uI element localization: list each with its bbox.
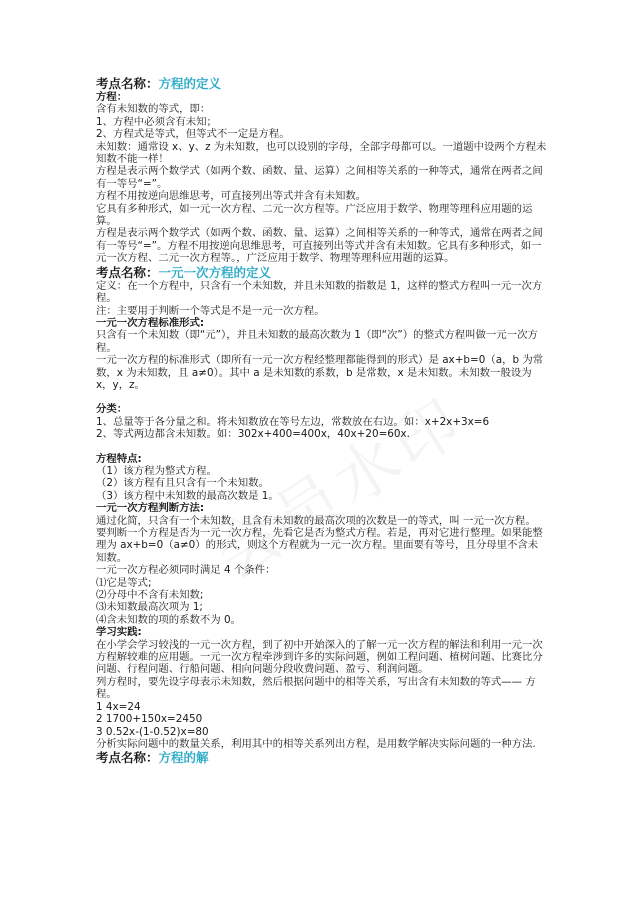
- condition-item: ⑴它是等式;: [96, 576, 152, 589]
- category-line: 1、总量等于各分量之和。将未知数放在等号左边，常数放在右边。如：x+2x+3x=6: [96, 415, 490, 428]
- judge-line: 通过化简，只含有一个未知数，且含有未知数的最高次项的次数是一的等式，叫 一元一次方程。: [96, 514, 536, 527]
- heading-key: 考点名称：: [96, 264, 159, 280]
- subheading-practice: 学习实践:: [96, 626, 142, 639]
- practice-line: 在小学会学习较浅的一元一次方程，到了初中开始深入的了解一元一次方程的解法和利用一元一次方程解较难的应用题。一元一次方程牵涉到许多的实际问题，例如工程问题、植树问题、比赛比分问题、行程问题、行船问题、相向问题分段收费问题、盈亏、利润问题。: [96, 638, 543, 676]
- section-heading-definition: [96, 76, 548, 91]
- condition-item: ⑶未知数最高次项为 1;: [96, 601, 203, 614]
- practice-line: 1 4x=24: [96, 700, 141, 713]
- definition-line: 含有未知数的等式，即：: [96, 103, 211, 116]
- standard-line: 只含有一个未知数（即“元”），并且未知数的最高次数为 1（即“次”）的整式方程叫做一元一次方程。: [96, 329, 538, 354]
- subheading-category: 分类：: [96, 403, 128, 416]
- feature-item: （1）该方程为整式方程。: [96, 464, 217, 477]
- heading-key: 考点名称：: [96, 750, 159, 766]
- feature-item: （2）该方程有且只含有一个未知数。: [96, 477, 269, 490]
- document-page: [96, 76, 548, 765]
- definition-line: 方程是表示两个数学式（如两个数、函数、量、运算）之间相等关系的一种等式，通常在两者之间有一等号“=”。: [96, 165, 543, 190]
- linear-definition: 定义：在一个方程中，只含有一个未知数，并且未知数的指数是 1，这样的整式方程叫一元一次方程。: [96, 279, 543, 305]
- practice-line: 分析实际问题中的数量关系，利用其中的相等关系列出方程，是用数学解决实际问题的一种方法.: [96, 737, 536, 750]
- judge-line: 要判断一个方程是否为一元一次方程，先看它是否为整式方程。若是，再对它进行整理。如果能整理为 ax+b=0（a≠0）的形式，则这个方程就为一元一次方程。里面要有等号，且分母里不含未知数。: [96, 527, 543, 564]
- section-heading-linear: [96, 265, 548, 280]
- definition-line: 它具有多种形式，如一元一次方程、二元一次方程等。广泛应用于数学、物理等理科应用题的运算。: [96, 202, 533, 228]
- heading-name: 一元一次方程的定义: [158, 264, 272, 280]
- practice-line: 3 0.52x-(1-0.52)x=80: [96, 725, 209, 738]
- heading-name: 方程的定义: [158, 76, 222, 91]
- definition-line: 2、方程式是等式，但等式不一定是方程。: [96, 128, 290, 141]
- practice-line: 2 1700+150x=2450: [96, 713, 203, 726]
- definition-line: 方程是表示两个数学式（如两个数、函数、量、运算）之间相等关系的一种等式，通常在两者之间有一等号“=”。方程不用按逆向思维思考，可直接列出等式并含有未知数。它具有多种形式，如一元一次方程、二元一次方程等。，广泛应用于数学、物理等理科应用题的运算。: [96, 227, 543, 265]
- condition-item: ⑵分母中不含有未知数;: [96, 589, 204, 602]
- heading-key: 考点名称：: [96, 76, 159, 91]
- feature-item: （3）该方程中未知数的最高次数是 1。: [96, 489, 279, 502]
- linear-note: 注：主要用于判断一个等式是不是一元一次方程。: [96, 304, 325, 317]
- judge-line: 一元一次方程必须同时满足 4 个条件：: [96, 564, 276, 577]
- definition-line: 1、方程中必须含有未知；: [96, 115, 217, 128]
- definition-line: 方程不用按逆向思维思考，可直接列出等式并含有未知数。: [96, 190, 367, 203]
- subheading-standard-form: 一元一次方程标准形式:: [96, 316, 205, 329]
- definition-line: 未知数：通常设 x、y、z 为未知数，也可以设别的字母，全部字母都可以。一道题中设两个方程未知数不能一样！: [96, 140, 547, 166]
- subheading-judge: 一元一次方程判断方法:: [96, 502, 205, 515]
- heading-name: 方程的解: [158, 750, 209, 766]
- section-heading-solution: [96, 750, 548, 765]
- practice-line: 列方程时，要先设字母表示未知数，然后根据问题中的相等关系，写出含有未知数的等式—— 方程。: [96, 675, 536, 701]
- category-line: 2、等式两边都含未知数。如：302x+400=400x，40x+20=60x.: [96, 428, 410, 441]
- condition-item: ⑷含未知数的项的系数不为 0。: [96, 613, 241, 626]
- standard-line: 一元一次方程的标准形式（即所有一元一次方程经整理都能得到的形式）是 ax+b=0（a，b 为常数，x 为未知数，且 a≠0）。其中 a 是未知数的系数，b 是常数，x 是未知数。未知数一般设为 x，y，z。: [96, 354, 544, 391]
- subheading-equation: 方程：: [96, 91, 128, 103]
- subheading-features: 方程特点:: [96, 452, 142, 465]
